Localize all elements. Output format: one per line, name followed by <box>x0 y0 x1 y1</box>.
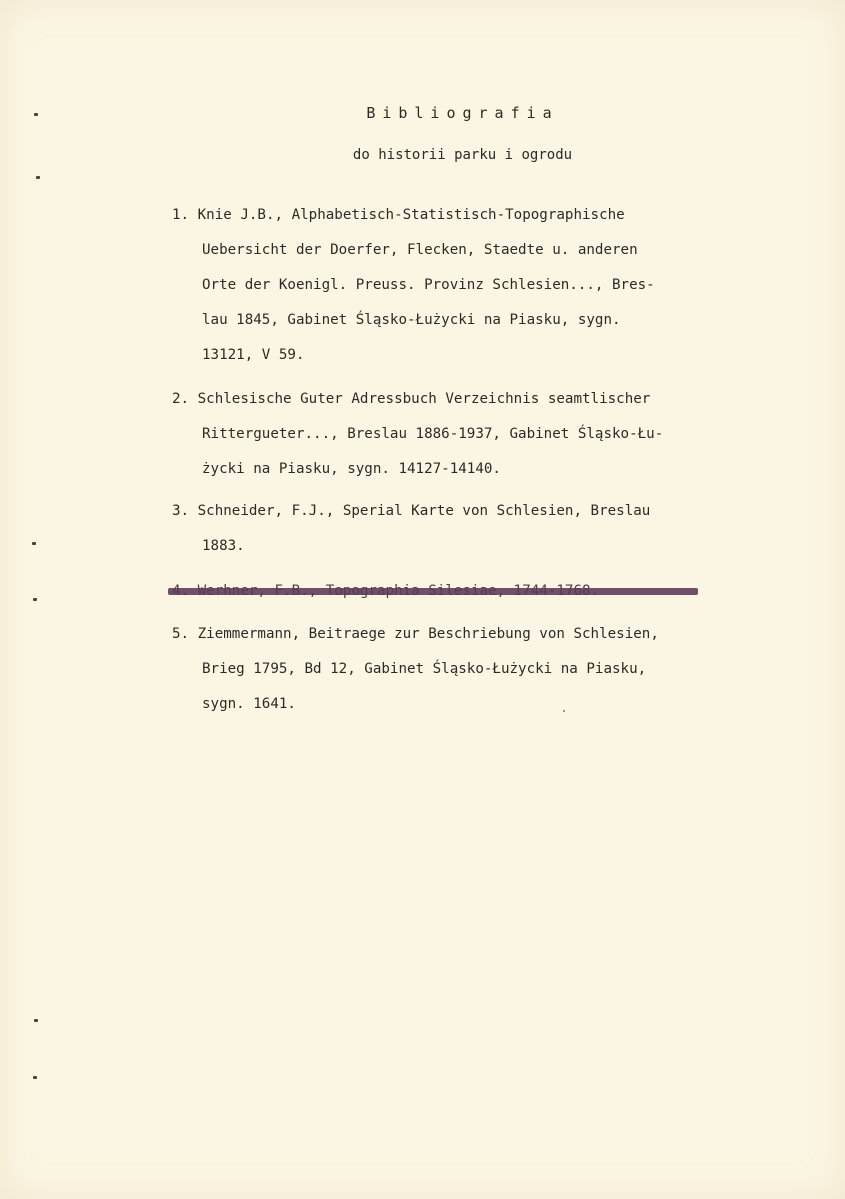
bibliography-entry-2 <box>172 382 772 487</box>
entry-line: 13121, V 59. <box>202 347 305 363</box>
entry-line: sygn. 1641. <box>202 696 296 712</box>
strikethrough-mark <box>168 588 698 595</box>
entry-line: 2. Schlesische Guter Adressbuch Verzeichnis seamtlischer <box>172 391 651 407</box>
entry-line: 1. Knie J.B., Alphabetisch-Statistisch-Topographische <box>172 207 625 223</box>
bibliography-entry-5 <box>172 617 772 722</box>
bibliography-entry-3 <box>172 494 772 564</box>
entry-line: lau 1845, Gabinet Śląsko-Łużycki na Piasku, sygn. <box>202 312 621 328</box>
entry-line: Brieg 1795, Bd 12, Gabinet Śląsko-Łużycki na Piasku, <box>202 661 647 677</box>
document-title: Bibliografia <box>366 104 559 122</box>
entry-line: Uebersicht der Doerfer, Flecken, Staedte u. anderen <box>202 242 638 258</box>
margin-mark <box>36 176 40 179</box>
margin-mark <box>32 542 36 545</box>
margin-mark <box>33 598 37 601</box>
margin-mark <box>34 1019 38 1022</box>
margin-mark <box>33 1076 37 1079</box>
document-subtitle: do historii parku i ogrodu <box>352 147 573 163</box>
entry-line: 3. Schneider, F.J., Sperial Karte von Schlesien, Breslau <box>172 503 651 519</box>
entry-line: 1883. <box>202 538 245 554</box>
entry-line: Rittergueter..., Breslau 1886-1937, Gabinet Śląsko-Łu- <box>202 426 664 442</box>
entry-line: życki na Piasku, sygn. 14127-14140. <box>202 461 501 477</box>
entry-line: Orte der Koenigl. Preuss. Provinz Schlesien..., Bres- <box>202 277 655 293</box>
bibliography-entry-1 <box>172 198 772 373</box>
entry-line: 5. Ziemmermann, Beitraege zur Beschriebung von Schlesien, <box>172 626 659 642</box>
